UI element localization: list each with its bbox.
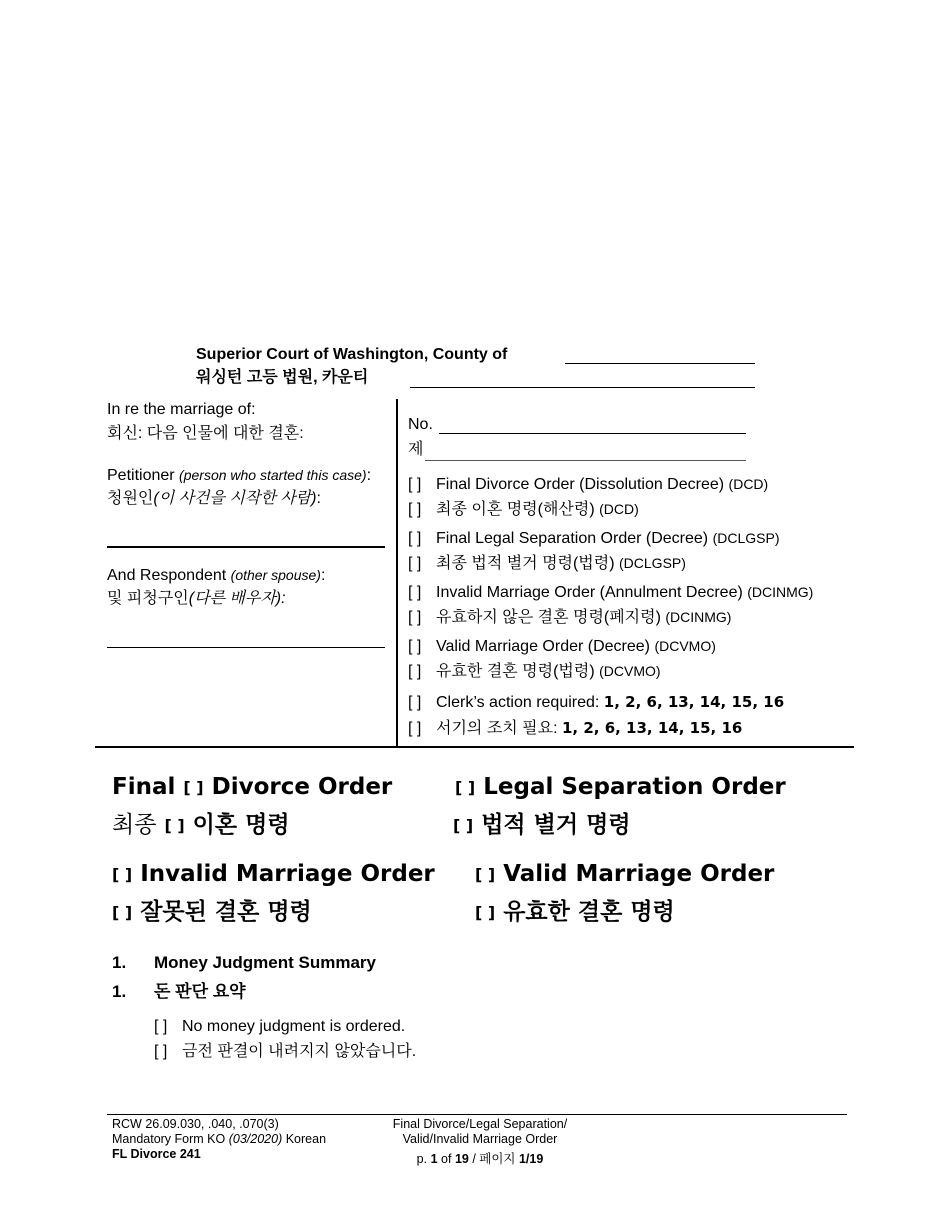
checkbox[interactable]: [ ] bbox=[408, 663, 422, 680]
title-valid-marriage-en[interactable]: [ ] Valid Marriage Order bbox=[475, 861, 775, 887]
checkbox[interactable]: [ ] bbox=[408, 530, 422, 547]
option-divorce-ko[interactable]: [ ] 최종 이혼 명령(해산령) (DCD) bbox=[408, 501, 639, 518]
option-valid-marriage-en[interactable]: [ ] Valid Marriage Order (Decree) (DCVMO) bbox=[408, 638, 716, 655]
court-title-ko: 워싱턴 고등 법원, 카운티 bbox=[196, 369, 369, 386]
footer-mandatory-form: Mandatory Form KO (03/2020) Korean bbox=[112, 1132, 327, 1146]
option-divorce-en[interactable]: [ ] Final Divorce Order (Dissolution Decree) (DCD) bbox=[408, 476, 769, 493]
no-money-judgment-en[interactable]: [ ] No money judgment is ordered. bbox=[154, 1018, 406, 1035]
title-legal-separation-ko[interactable]: [ ] 법적 별거 명령 bbox=[453, 812, 631, 838]
section-1-number-ko: 1. bbox=[112, 982, 127, 1001]
court-title-en: Superior Court of Washington, County of bbox=[196, 346, 508, 363]
checkbox[interactable]: [ ] bbox=[408, 584, 422, 601]
title-invalid-marriage-en[interactable]: [ ] Invalid Marriage Order bbox=[112, 861, 435, 887]
respondent-label-en: And Respondent (other spouse): bbox=[107, 567, 326, 584]
checkbox[interactable]: [ ] bbox=[408, 476, 422, 493]
footer-rule bbox=[107, 1114, 847, 1115]
checkbox[interactable]: [ ] bbox=[183, 778, 204, 797]
title-final-divorce-en[interactable]: Final [ ] Divorce Order bbox=[112, 774, 393, 800]
checkbox[interactable]: [ ] bbox=[408, 501, 422, 518]
respondent-label-ko: 및 피청구인(다른 배우자): bbox=[107, 590, 286, 607]
checkbox[interactable]: [ ] bbox=[408, 555, 422, 572]
checkbox[interactable]: [ ] bbox=[408, 694, 422, 711]
caption-divider bbox=[396, 399, 398, 748]
checkbox[interactable]: [ ] bbox=[164, 816, 185, 835]
case-number-label-en: No. bbox=[408, 416, 433, 433]
title-invalid-marriage-ko[interactable]: [ ] 잘못된 결혼 명령 bbox=[112, 899, 312, 925]
caption-bottom-rule bbox=[95, 746, 854, 748]
option-invalid-marriage-en[interactable]: [ ] Invalid Marriage Order (Annulment Decree) (DCINMG) bbox=[408, 584, 814, 601]
petitioner-label-en: Petitioner (person who started this case): bbox=[107, 467, 372, 484]
footer-title-line1: Final Divorce/Legal Separation/ bbox=[392, 1117, 568, 1131]
clerk-action-en[interactable]: [ ] Clerk’s action required: 1, 2, 6, 13, 14, 15, 16 bbox=[408, 693, 785, 711]
checkbox[interactable]: [ ] bbox=[154, 1018, 168, 1035]
petitioner-name-field[interactable] bbox=[107, 546, 385, 548]
option-invalid-marriage-ko[interactable]: [ ] 유효하지 않은 결혼 명령(폐지령) (DCINMG) bbox=[408, 609, 732, 626]
case-number-label-ko: 제 bbox=[408, 441, 424, 458]
footer-form-id: FL Divorce 241 bbox=[112, 1147, 201, 1161]
county-field-ko[interactable] bbox=[410, 368, 755, 388]
clerk-action-ko[interactable]: [ ] 서기의 조치 필요: 1, 2, 6, 13, 14, 15, 16 bbox=[408, 719, 743, 737]
title-valid-marriage-ko[interactable]: [ ] 유효한 결혼 명령 bbox=[475, 899, 675, 925]
case-number-field-ko[interactable] bbox=[425, 460, 746, 461]
checkbox[interactable]: [ ] bbox=[475, 903, 496, 922]
section-1-heading-ko: 돈 판단 요약 bbox=[154, 982, 246, 1001]
checkbox[interactable]: [ ] bbox=[408, 720, 422, 737]
checkbox[interactable]: [ ] bbox=[408, 609, 422, 626]
respondent-name-field[interactable] bbox=[107, 647, 385, 648]
checkbox[interactable]: [ ] bbox=[112, 903, 133, 922]
footer-page-number: p. 1 of 19 / 페이지 1/19 bbox=[416, 1152, 544, 1166]
checkbox[interactable]: [ ] bbox=[112, 865, 133, 884]
county-field-en[interactable] bbox=[565, 345, 755, 364]
no-money-judgment-ko[interactable]: [ ] 금전 판결이 내려지지 않았습니다. bbox=[154, 1043, 417, 1060]
option-legal-separation-en[interactable]: [ ] Final Legal Separation Order (Decree) (DCLGSP) bbox=[408, 530, 780, 547]
section-1-heading-en: Money Judgment Summary bbox=[154, 953, 376, 972]
title-final-divorce-ko[interactable]: 최종 [ ] 이혼 명령 bbox=[112, 812, 290, 838]
option-valid-marriage-ko[interactable]: [ ] 유효한 결혼 명령(법령) (DCVMO) bbox=[408, 663, 661, 680]
footer-title-line2: Valid/Invalid Marriage Order bbox=[402, 1132, 558, 1146]
footer-rcw: RCW 26.09.030, .040, .070(3) bbox=[112, 1117, 279, 1131]
petitioner-label-ko: 청원인(이 사건을 시작한 사람): bbox=[107, 490, 321, 507]
checkbox[interactable]: [ ] bbox=[455, 778, 476, 797]
case-number-field[interactable] bbox=[439, 414, 746, 434]
checkbox[interactable]: [ ] bbox=[154, 1043, 168, 1060]
title-legal-separation-en[interactable]: [ ] Legal Separation Order bbox=[455, 774, 786, 800]
section-1-number-en: 1. bbox=[112, 953, 127, 972]
marriage-label-en: In re the marriage of: bbox=[107, 401, 256, 418]
checkbox[interactable]: [ ] bbox=[453, 816, 474, 835]
marriage-label-ko: 회신: 다음 인물에 대한 결혼: bbox=[107, 425, 304, 442]
checkbox[interactable]: [ ] bbox=[408, 638, 422, 655]
checkbox[interactable]: [ ] bbox=[475, 865, 496, 884]
option-legal-separation-ko[interactable]: [ ] 최종 법적 별거 명령(법령) (DCLGSP) bbox=[408, 555, 686, 572]
